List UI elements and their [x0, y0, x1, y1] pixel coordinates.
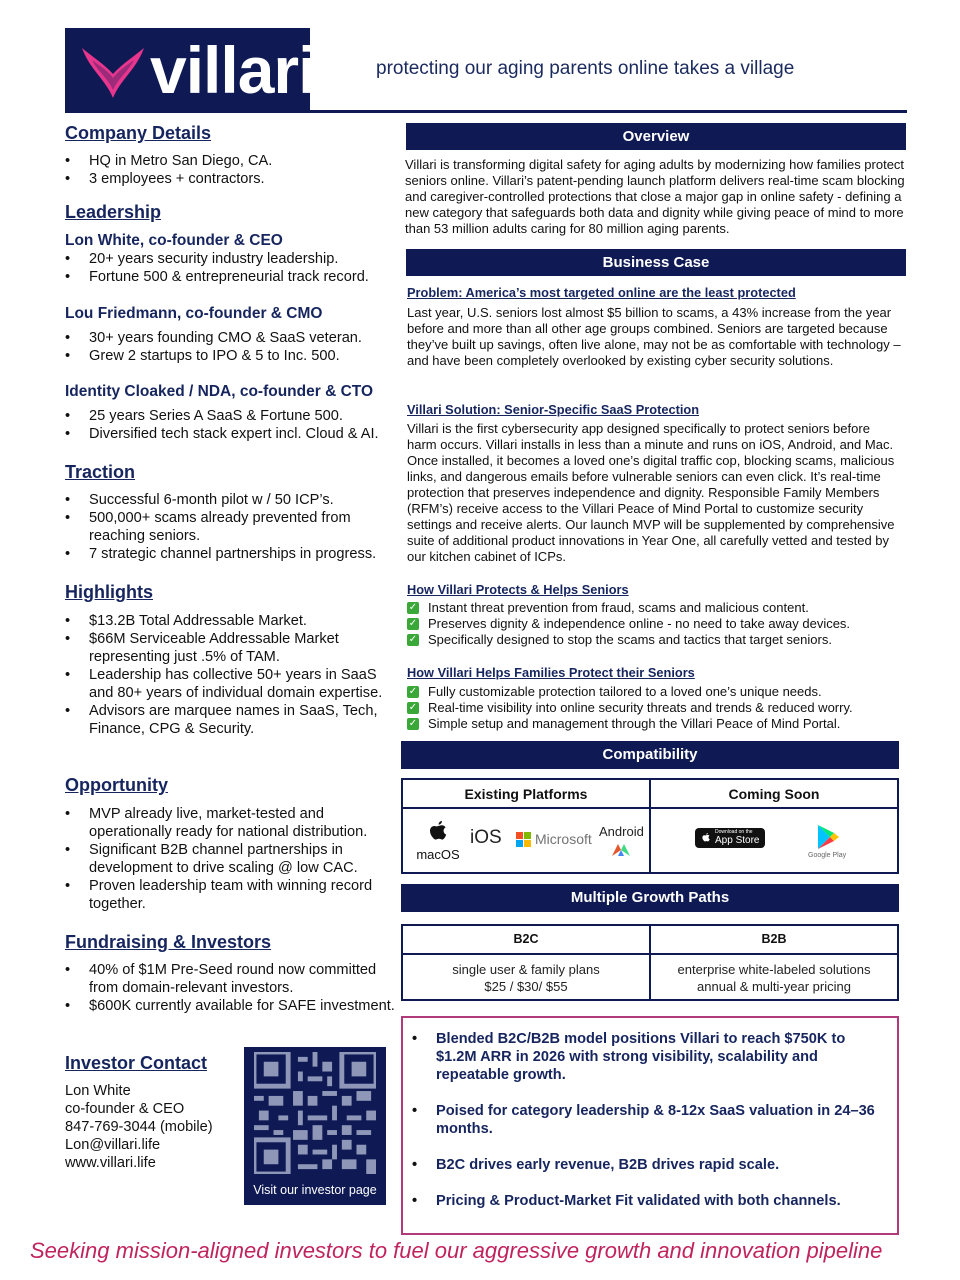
contact-role: co-founder & CEO [65, 1101, 185, 1117]
ios-logo: iOS [470, 827, 502, 848]
list-item: • 30+ years founding CMO & SaaS veteran. [65, 329, 395, 347]
google-play-icon[interactable] [816, 824, 840, 850]
protects-list [407, 600, 901, 648]
qr-caption: Visit our investor page [253, 1183, 377, 1197]
problem-heading: Problem: America’s most targeted online are the least protected [407, 285, 796, 300]
list-item: • Significant B2B channel partnerships in development to drive scaling @ low CAC. [65, 841, 395, 877]
footer-callout: Seeking mission-aligned investors to fuel our aggressive growth and innovation pipeline [30, 1238, 883, 1263]
opportunity-heading: Opportunity [65, 775, 168, 795]
traction-list [65, 491, 395, 563]
list-item: • Proven leadership team with winning record together. [65, 877, 395, 913]
b2c-header: B2C [513, 932, 539, 946]
leadership-heading: Leadership [65, 202, 162, 222]
list-item: • Successful 6-month pilot w / 50 ICP’s. [65, 491, 395, 509]
list-item: • Advisors are marquee names in SaaS, Tech, Finance, CPG & Security. [65, 702, 395, 738]
contact-website[interactable]: www.villari.life [65, 1155, 156, 1171]
android-label: Android [599, 824, 644, 839]
families-heading: How Villari Helps Families Protect their Seniors [407, 665, 695, 680]
leader-name: Lou Friedmann, co-founder & CMO [65, 305, 323, 322]
leader-bullets [65, 329, 395, 365]
app-store-badge-top: Download on the [715, 829, 753, 835]
google-play-label: Google Play [808, 852, 847, 859]
b2c-pricing: $25 / $30/ $55 [484, 979, 568, 994]
list-item: • 20+ years security industry leadership. [65, 250, 395, 268]
list-item: • Blended B2C/B2B model positions Villari to reach $750K to $1.2M ARR in 2026 with strong visibility, scalability and repeatable growth. [412, 1030, 882, 1084]
highlights-list [65, 612, 395, 738]
opportunity-list [65, 805, 395, 913]
coming-soon-header: Coming Soon [728, 786, 820, 802]
traction-heading: Traction [65, 462, 136, 482]
pitch-list [412, 1030, 882, 1228]
list-item: • Diversified tech stack expert incl. Cloud & AI. [65, 425, 395, 443]
list-item: • 3 employees + contractors. [65, 170, 395, 188]
qr-code-icon[interactable] [254, 1052, 376, 1174]
list-item: • 25 years Series A SaaS & Fortune 500. [65, 407, 395, 425]
leader-name: Identity Cloaked / NDA, co-founder & CTO [65, 383, 374, 400]
investor-contact-heading: Investor Contact [65, 1053, 208, 1073]
logo-wordmark: villari [150, 33, 316, 107]
checkmark-icon: ✓ [408, 686, 418, 697]
existing-platforms-header: Existing Platforms [464, 786, 588, 802]
fundraising-heading: Fundraising & Investors [65, 932, 272, 952]
contact-phone[interactable]: 847-769-3044 (mobile) [65, 1119, 213, 1135]
list-item: • $13.2B Total Addressable Market. [65, 612, 395, 630]
apple-icon [427, 820, 449, 844]
contact-email[interactable]: Lon@villari.life [65, 1137, 161, 1153]
list-item: • Poised for category leadership & 8-12x SaaS valuation in 24–36 months. [412, 1102, 882, 1138]
b2b-pricing: annual & multi-year pricing [697, 979, 851, 994]
list-item: ✓ Instant threat prevention from fraud, scams and malicious content. [408, 600, 809, 615]
contact-info [65, 1082, 213, 1172]
b2b-description [651, 961, 897, 995]
macos-label: macOS [416, 847, 460, 862]
b2c-description [403, 961, 649, 995]
contact-name: Lon White [65, 1083, 131, 1099]
b2b-line: enterprise white-labeled solutions [677, 962, 871, 977]
list-item: • 40% of $1M Pre-Seed round now committed from domain-relevant investors. [65, 961, 395, 997]
b2b-header: B2B [761, 932, 787, 946]
list-item: • MVP already live, market-tested and operationally ready for national distribution. [65, 805, 395, 841]
list-item: ✓ Preserves dignity & independence online - no need to take away devices. [408, 616, 851, 631]
company-details-list [65, 152, 395, 188]
wing-logo-icon [78, 40, 148, 100]
solution-heading: Villari Solution: Senior-Specific SaaS Protection [407, 402, 700, 417]
android-icon [610, 842, 632, 858]
problem-text: Last year, U.S. seniors lost almost $5 billion to scams, a 43% increase from the year before and more than all other age groups combined. Seniors are targeted because they’ve built up savings, often live alone, may not be as comfortable with technology – and have been completely overlooked by existing cyber security solutions. [407, 305, 901, 368]
overview-heading: Overview [406, 123, 906, 150]
list-item: • Grew 2 startups to IPO & 5 to Inc. 500. [65, 347, 395, 365]
list-item: • Leadership has collective 50+ years in SaaS and 80+ years of individual domain expertise. [65, 666, 395, 702]
app-store-badge[interactable] [695, 828, 765, 848]
checkmark-icon: ✓ [408, 718, 418, 729]
list-item: ✓ Real-time visibility into online security threats and trends & reduced worry. [408, 700, 853, 715]
list-item: • $66M Serviceable Addressable Market representing just .5% of TAM. [65, 630, 395, 666]
checkmark-icon: ✓ [408, 602, 418, 613]
company-details-heading: Company Details [65, 123, 212, 143]
solution-text: Villari is the first cybersecurity app designed specifically to protect seniors before harm occurs. Villari installs in less than a minute and runs on iOS, Android, and Mac. Once installed, it becomes a loved one’s digital traffic cop, blocking scams, malicious links, and dangerous emails before vulnerable seniors can even click. It’s real-time protection that preserves independence and dignity. Responsible Family Members (RFM’s) receive access to the Villari Peace of Mind Portal to customize security settings and receive alerts. Our launch MVP will be supplemented by comprehensive suite of additional product innovations in Year One, all carefully vetted and tested by our kitchen cabinet of ICPs. [407, 421, 895, 564]
business-case-heading: Business Case [406, 249, 906, 276]
leader-bullets [65, 250, 395, 286]
checkmark-icon: ✓ [408, 618, 418, 629]
leader-bullets [65, 407, 395, 443]
list-item: • $600K currently available for SAFE investment. [65, 997, 395, 1015]
fundraising-list [65, 961, 395, 1015]
b2c-line: single user & family plans [452, 962, 600, 977]
list-item: • 7 strategic channel partnerships in progress. [65, 545, 395, 563]
list-item: • 500,000+ scams already prevented from reaching seniors. [65, 509, 395, 545]
overview-text: Villari is transforming digital safety for aging adults by modernizing how families protect seniors online. Villari’s patent-pending launch platform delivers real-time scam blocking and caregiver-controlled protections that close a major gap in online safety - defining a new category that safeguards both data and dignity while giving peace of mind to more than 53 million adults caring for 80 million aging parents. [405, 157, 905, 236]
tagline: protecting our aging parents online takes a village [376, 58, 795, 79]
macos-logo [414, 820, 462, 862]
list-item: • B2C drives early revenue, B2B drives rapid scale. [412, 1156, 882, 1174]
checkmark-icon: ✓ [408, 634, 418, 645]
header-divider [65, 110, 907, 113]
growth-paths-heading: Multiple Growth Paths [401, 884, 899, 912]
microsoft-icon [516, 832, 532, 848]
app-store-badge-label: App Store [715, 835, 760, 846]
list-item: ✓ Specifically designed to stop the scams and tactics that target seniors. [408, 632, 832, 647]
list-item: • Fortune 500 & entrepreneurial track record. [65, 268, 395, 286]
highlights-heading: Highlights [65, 582, 153, 602]
compatibility-heading: Compatibility [401, 741, 899, 769]
list-item: • Pricing & Product-Market Fit validated with both channels. [412, 1192, 882, 1210]
list-item: ✓ Simple setup and management through the Villari Peace of Mind Portal. [408, 716, 841, 731]
checkmark-icon: ✓ [408, 702, 418, 713]
leader-name: Lon White, co-founder & CEO [65, 232, 283, 249]
families-list [407, 684, 901, 732]
protects-heading: How Villari Protects & Helps Seniors [407, 582, 629, 597]
list-item: ✓ Fully customizable protection tailored to a loved one’s unique needs. [408, 684, 822, 699]
list-item: • HQ in Metro San Diego, CA. [65, 152, 395, 170]
apple-icon [701, 832, 711, 844]
microsoft-label: Microsoft [535, 831, 592, 847]
